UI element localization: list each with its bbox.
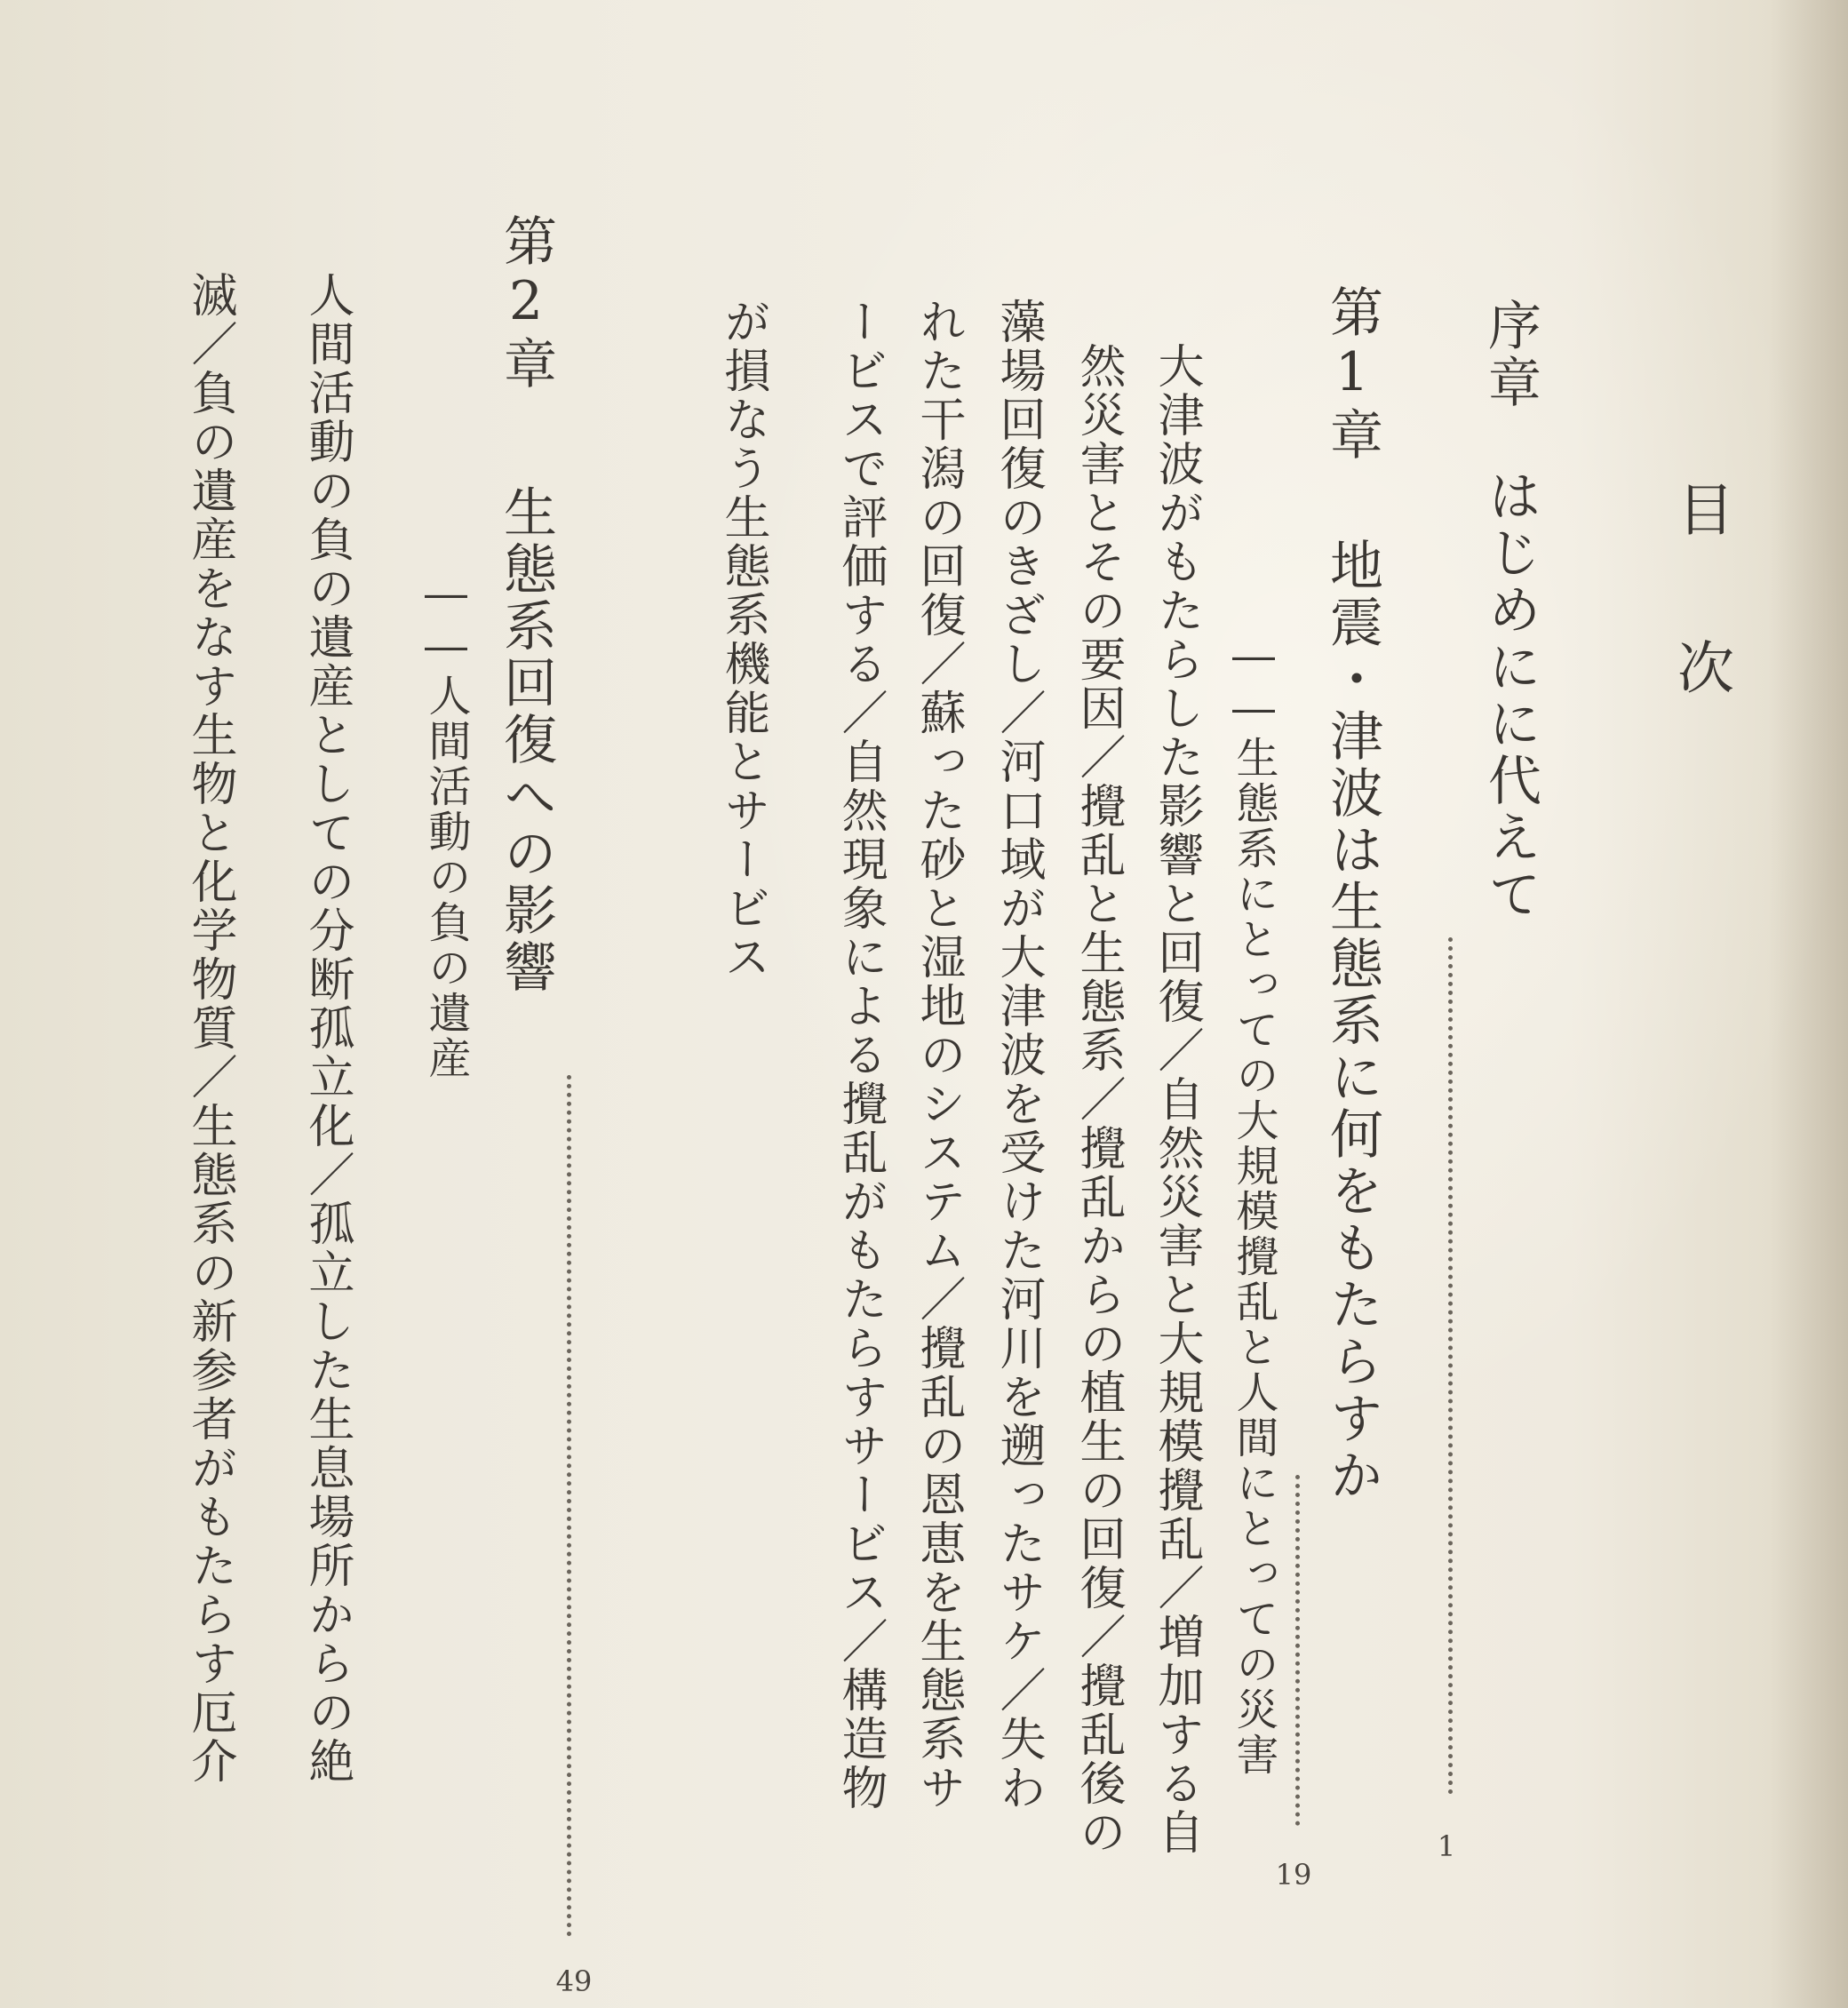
chapter1-section-line: れた干潟の回復／蘇った砂と湿地のシステム／攪乱の恩恵を生態系サ <box>912 298 965 1813</box>
page-gutter-shadow <box>1768 0 1848 2008</box>
chapter1-section-line: 大津波がもたらした影響と回復／自然災害と大規模攪乱／増加する自 <box>1150 342 1203 1857</box>
chapter2-section-line: 人間活動の負の遺産としての分断孤立化／孤立した生息場所からの絶 <box>300 271 354 1786</box>
chapter2-label: 第2章 <box>495 213 557 393</box>
preface-leader-dots <box>1448 937 1453 1795</box>
chapter1-page-number: 19 <box>1275 1858 1312 1892</box>
chapter2-page-number: 49 <box>555 1964 593 1998</box>
chapter1-section-line: 藻場回復のきざし／河口域が大津波を受けた河川を遡ったサケ／失わ <box>992 298 1045 1813</box>
preface-title: 序章 はじめにに代えて <box>1479 298 1541 923</box>
chapter1-title: 地震・津波は生態系に何をもたらすか <box>1321 538 1383 1504</box>
preface-page-number: 1 <box>1437 1829 1456 1863</box>
chapter1-section-line: 然災害とその要因／攪乱と生態系／攪乱からの植生の回復／攪乱後の <box>1071 342 1125 1857</box>
chapter1-label: 第1章 <box>1321 284 1383 464</box>
toc-heading: 目 次 <box>1668 480 1733 713</box>
chapter2-leader-dots <box>567 1075 571 1937</box>
chapter2-section-line: 滅／負の遺産をなす生物と化学物質／生態系の新参者がもたらす厄介 <box>183 271 236 1786</box>
chapter2-subtitle: ――人間活動の負の遺産 <box>421 569 471 1081</box>
chapter1-leader-dots <box>1295 1475 1300 1826</box>
chapter1-subtitle: ――生態系にとっての大規模攪乱と人間にとっての災害 <box>1229 631 1278 1778</box>
chapter1-section-line: が損なう生態系機能とサービス <box>716 298 769 982</box>
chapter1-section-line: ービスで評価する／自然現象による攪乱がもたらすサービス／構造物 <box>833 298 887 1813</box>
chapter2-title: 生態系回復への影響 <box>495 484 557 996</box>
